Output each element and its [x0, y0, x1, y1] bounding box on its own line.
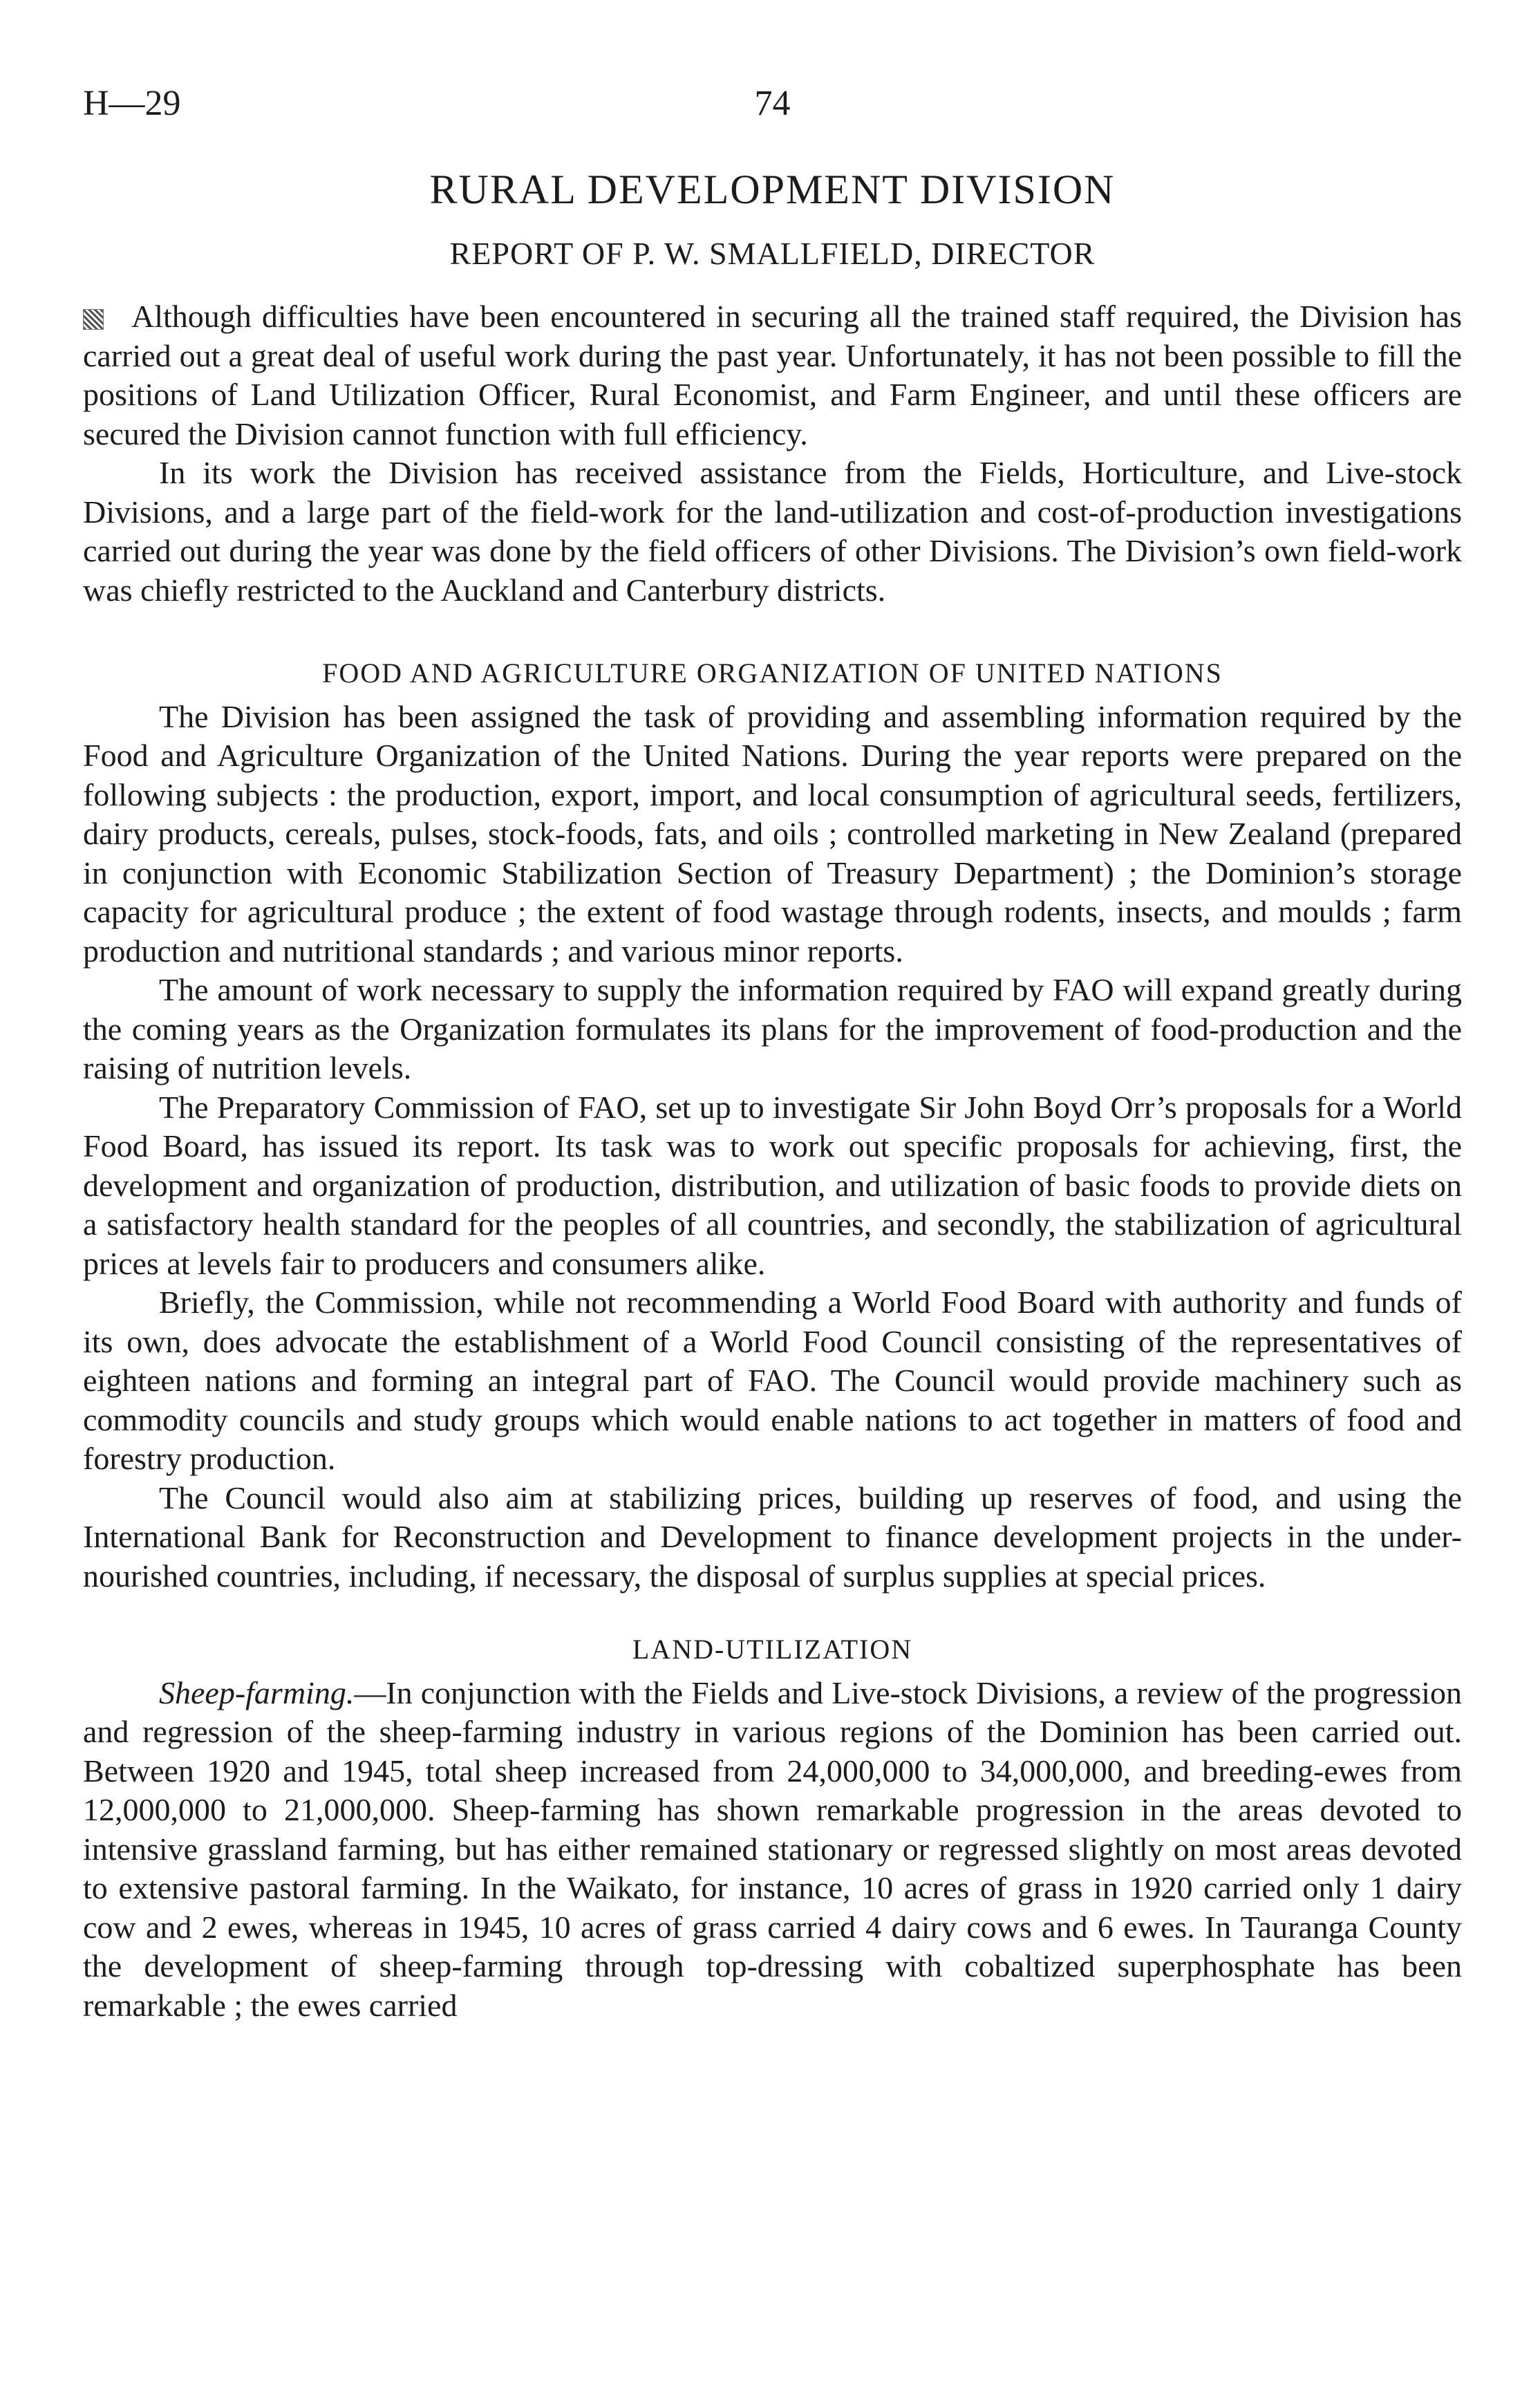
intro-paragraph-1-text: Although difficulties have been encountered in securing all the trained staff required, the Division has carried out a great deal of useful work during the past year. Unfortunately, it has not been possible to fill the positions of Land Utilization Officer, Rural Economist, and Farm Engineer, and until these officers are secured the Division cannot function with full efficiency.: [83, 299, 1462, 451]
report-subtitle: REPORT OF P. W. SMALLFIELD, DIRECTOR: [449, 236, 1096, 271]
page-code: H—29: [83, 84, 181, 123]
fao-paragraph-2: The amount of work necessary to supply the information required by FAO will expand greatly during the coming years as the Organization formulates its plans for the improvement of food-production and the raising of nutrition levels.: [83, 972, 1462, 1085]
fao-paragraph-5: The Council would also aim at stabilizing prices, building up reserves of food, and using the International Bank for Reconstruction and Development to finance development projects in the under-nourished countries, including, if necessary, the disposal of surplus supplies at special prices.: [83, 1479, 1462, 1594]
page-number: 74: [754, 84, 791, 123]
fao-paragraph-1: The Division has been assigned the task of providing and assembling information required by the Food and Agriculture Organization of the United Nations. During the year reports were prepared on the following subjects : the production, export, import, and local consumption of agricultural seeds, fertilizers, dairy products, cereals, pulses, stock-foods, fats, and oils ; controlled marketing in New Zealand (prepared in conjunction with Economic Stabilization Section of Treasury Department) ; the Dominion’s storage capacity for agricultural produce ; the extent of food wastage through rodents, insects, and moulds ; farm production and nutritional standards ; and various minor reports.: [83, 698, 1462, 969]
intro-paragraph-1: [83, 297, 1462, 454]
page-header: [83, 83, 1462, 138]
fao-paragraph-4: Briefly, the Commission, while not recommending a World Food Board with authority and funds of its own, does advocate the establishment of a World Food Council consisting of the representatives of eighteen nations and forming an integral part of FAO. The Council would provide machinery such as commodity councils and study groups which would enable nations to act together in matters of food and forestry production.: [83, 1285, 1462, 1476]
page-title: RURAL DEVELOPMENT DIVISION: [429, 167, 1116, 212]
fao-paragraph-3: The Preparatory Commission of FAO, set up to investigate Sir John Boyd Orr’s proposals for a World Food Board, has issued its report. Its task was to work out specific proposals for achieving, first, the development and organization of production, distribution, and utilization of basic foods to provide diets on a satisfactory health standard for the peoples of all countries, and secondly, the stabilization of agricultural prices at levels fair to producers and consumers alike.: [83, 1089, 1462, 1281]
section-heading-land-utilization: LAND-UTILIZATION: [632, 1634, 913, 1665]
intro-paragraph-2: In its work the Division has received assistance from the Fields, Horticulture, and Live-stock Divisions, and a large part of the field-work for the land-utilization and cost-of-production investigations carried out during the year was done by the field officers of other Divisions. The Division’s own field-work was chiefly restricted to the Auckland and Canterbury districts.: [83, 455, 1462, 608]
land-utilization-paragraph: [83, 1674, 1462, 2026]
section-heading-fao: FOOD AND AGRICULTURE ORGANIZATION OF UNITED NATIONS: [322, 657, 1223, 689]
report-body: [83, 297, 1462, 2025]
land-utilization-paragraph-text: —In conjunction with the Fields and Live-stock Divisions, a review of the progression and regression of the sheep-farming industry in various regions of the Dominion has been carried out. Between 1920 and 1945, total sheep increased from 24,000,000 to 34,000,000, and breeding-ewes from 12,000,000 to 21,000,000. Sheep-farming has shown remarkable progression in the areas devoted to intensive grassland farming, but has either remained stationary or regressed slightly on most areas devoted to extensive pastoral farming. In the Waikato, for instance, 10 acres of grass in 1920 carried only 1 dairy cow and 2 ewes, whereas in 1945, 10 acres of grass carried 4 dairy cows and 6 ewes. In Tauranga County the development of sheep-farming through top-dressing with cobaltized superphosphate has been remarkable ; the ewes carried: [83, 1674, 1462, 2023]
margin-mark-icon: [83, 309, 104, 330]
runin-heading-sheep-farming: Sheep-farming.: [159, 1674, 355, 1710]
